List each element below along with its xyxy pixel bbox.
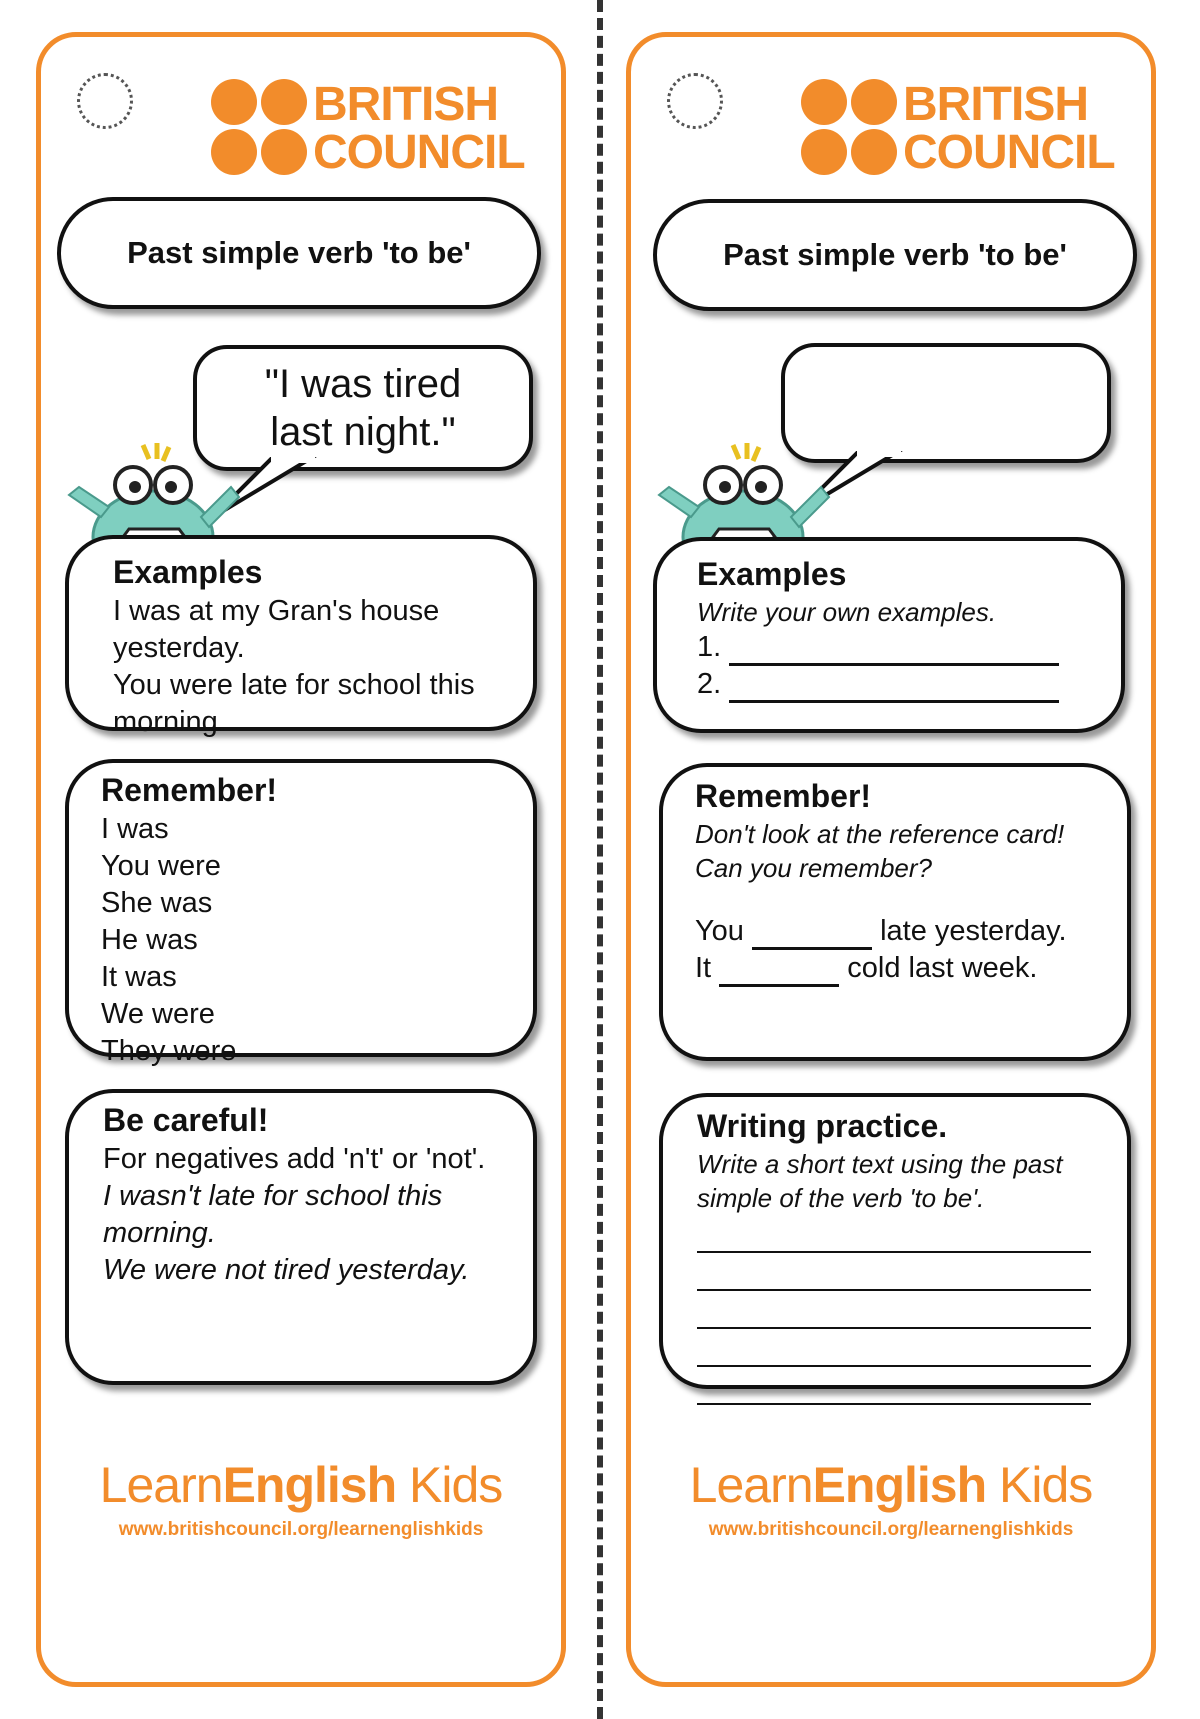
page-title: Past simple verb 'to be'	[653, 199, 1137, 311]
negative-example: I wasn't late for school this morning.	[103, 1180, 443, 1249]
bookmark-left	[36, 32, 566, 1687]
writing-instruction: Write a short text using the past simple of the verb 'to be'.	[697, 1149, 1063, 1213]
example-line: You were late for school this morning.	[113, 669, 475, 738]
logo-dots-icon	[801, 79, 901, 179]
conjugation-line: We were	[101, 998, 215, 1030]
logo-text: BRITISH COUNCIL	[313, 78, 525, 179]
careful-intro: For negatives add 'n't' or 'not'.	[103, 1143, 486, 1175]
remember-instruction: Don't look at the reference card!	[695, 819, 1065, 849]
learnenglish-kids-footer	[41, 1457, 561, 1541]
conjugation-line: He was	[101, 924, 198, 956]
writing-line[interactable]	[697, 1253, 1091, 1291]
answer-blank[interactable]	[729, 672, 1059, 703]
answer-blank[interactable]	[752, 919, 872, 950]
logo-text: BRITISH COUNCIL	[903, 78, 1115, 179]
page-title: Past simple verb 'to be'	[57, 197, 541, 309]
answer-blank[interactable]	[719, 956, 839, 987]
punch-hole-marker	[667, 73, 723, 129]
learnenglish-kids-logo: LearnEnglish Kids	[689, 1457, 1093, 1513]
examples-heading: Examples	[113, 554, 263, 590]
bookmark-right	[626, 32, 1156, 1687]
negative-example: We were not tired yesterday.	[103, 1254, 470, 1286]
punch-hole-marker	[77, 73, 133, 129]
british-council-logo	[801, 79, 1121, 179]
examples-box	[65, 535, 537, 738]
learnenglish-kids-logo: LearnEnglish Kids	[99, 1457, 503, 1513]
writing-line[interactable]	[697, 1329, 1091, 1367]
remember-heading: Remember!	[101, 772, 278, 808]
conjugation-line: She was	[101, 887, 213, 919]
be-careful-box	[65, 1089, 537, 1385]
remember-box	[659, 763, 1131, 1061]
footer-url: www.britishcouncil.org/learnenglishkids	[118, 1519, 484, 1540]
fill-in-sentence: You late yesterday.	[695, 913, 1101, 950]
learnenglish-kids-footer	[631, 1457, 1151, 1541]
conjugation-line: They were	[101, 1035, 237, 1067]
cut-line-divider	[597, 0, 603, 1719]
conjugation-line: It was	[101, 961, 177, 993]
writing-practice-heading: Writing practice.	[697, 1108, 948, 1144]
examples-box	[653, 537, 1125, 733]
example-write-line: 1.	[697, 629, 1095, 666]
writing-line[interactable]	[697, 1291, 1091, 1329]
remember-box	[65, 759, 537, 1067]
writing-line[interactable]	[697, 1367, 1091, 1405]
speech-text: "I was tired last night."	[264, 362, 462, 454]
writing-practice-box	[659, 1093, 1131, 1389]
example-line: I was at my Gran's house yesterday.	[113, 595, 440, 664]
example-write-line: 2.	[697, 666, 1095, 703]
logo-dots-icon	[211, 79, 311, 179]
fill-in-sentence: It cold last week.	[695, 950, 1101, 987]
british-council-logo	[211, 79, 531, 179]
answer-blank[interactable]	[729, 635, 1059, 666]
examples-instruction: Write your own examples.	[697, 597, 997, 627]
remember-heading: Remember!	[695, 778, 872, 814]
examples-heading: Examples	[697, 556, 847, 592]
conjugation-line: You were	[101, 850, 221, 882]
writing-line[interactable]	[697, 1215, 1091, 1253]
remember-instruction: Can you remember?	[695, 853, 932, 883]
conjugation-line: I was	[101, 813, 169, 845]
footer-url: www.britishcouncil.org/learnenglishkids	[708, 1519, 1074, 1540]
be-careful-heading: Be careful!	[103, 1102, 269, 1138]
